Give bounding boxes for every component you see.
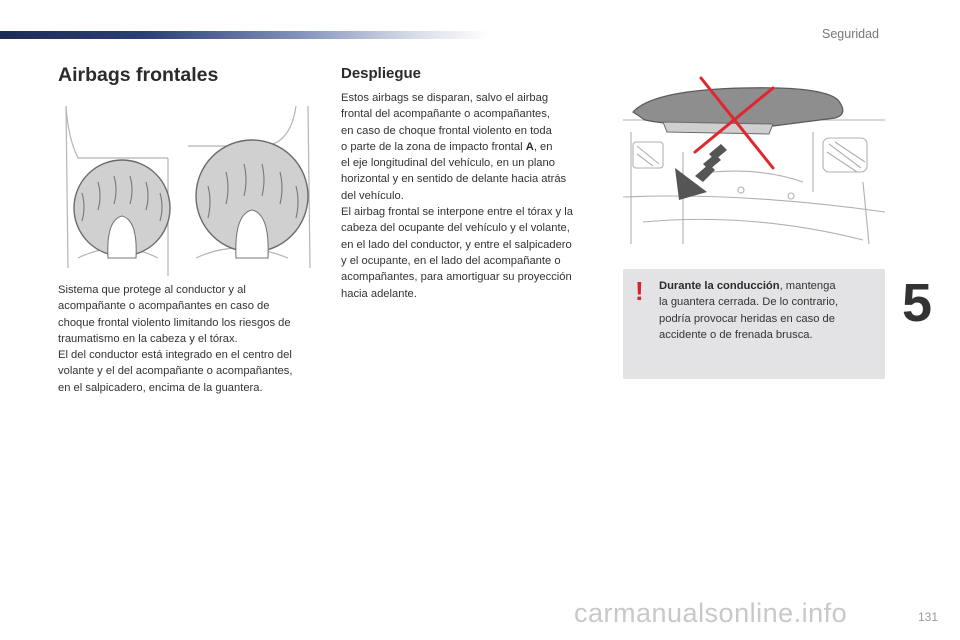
- text-line: podría provocar heridas en caso de: [659, 312, 836, 325]
- text-line: y el ocupante, en el lado del acompañante o: [341, 254, 561, 267]
- exclamation-icon: !: [635, 276, 644, 306]
- text-line: Sistema que protege al conductor y al: [58, 284, 246, 296]
- text-line: Estos airbags se disparan, salvo el airbag: [341, 92, 549, 104]
- chapter-number: 5: [902, 273, 933, 333]
- page-title: Airbags frontales: [58, 64, 219, 86]
- text-line: en caso de choque frontal violento en toda: [341, 124, 552, 137]
- page-number: 131: [917, 610, 938, 624]
- header-gradient-bar: [0, 31, 490, 39]
- warning-box: [623, 269, 885, 379]
- impact-zone-label: A: [525, 140, 534, 153]
- text-line: la guantera cerrada. De lo contrario,: [659, 296, 839, 309]
- warning-emphasis: Durante la conducción: [659, 280, 780, 292]
- dashboard-illustration: [623, 72, 885, 244]
- text-line: accidente o de frenada brusca.: [659, 328, 813, 341]
- text-line: horizontal y en sentido de delante hacia atrás: [341, 173, 567, 186]
- text-line: cabeza del ocupante del vehículo y el volante,: [341, 222, 570, 235]
- text-line: hacia adelante.: [341, 287, 417, 300]
- text-line: el eje longitudinal del vehículo, en un plano: [341, 157, 555, 170]
- watermark: carmanualsonline.info: [574, 598, 848, 628]
- text-line: traumatismo en la cabeza y el tórax.: [58, 332, 238, 345]
- text-line: frontal del acompañante o acompañantes,: [341, 108, 550, 121]
- text-line: o parte de la zona de impacto frontal: [341, 140, 526, 153]
- text-line: del vehículo.: [341, 189, 404, 202]
- section-name: Seguridad: [822, 27, 879, 41]
- text-line: acompañantes, para amortiguar su proyección: [341, 271, 572, 284]
- text-line: en el salpicadero, encima de la guantera.: [58, 381, 263, 394]
- deployment-paragraph: [341, 90, 603, 302]
- text-line: choque frontal violento limitando los riesgos de: [58, 316, 291, 329]
- text-line: , en: [533, 140, 553, 153]
- airbag-illustration: [58, 98, 318, 276]
- text-line: acompañante o acompañantes en caso de: [58, 300, 270, 313]
- warning-text: [659, 278, 871, 343]
- section-title: Despliegue: [341, 65, 422, 82]
- text-line: El del conductor está integrado en el centro del: [58, 349, 292, 362]
- text-line: El airbag frontal se interpone entre el tórax y la: [341, 206, 573, 219]
- intro-paragraph: [58, 282, 320, 396]
- text-line: , mantenga: [779, 280, 836, 292]
- text-line: en el lado del conductor, y entre el salpicadero: [341, 238, 572, 251]
- text-line: volante y el del acompañante o acompañantes,: [58, 365, 293, 378]
